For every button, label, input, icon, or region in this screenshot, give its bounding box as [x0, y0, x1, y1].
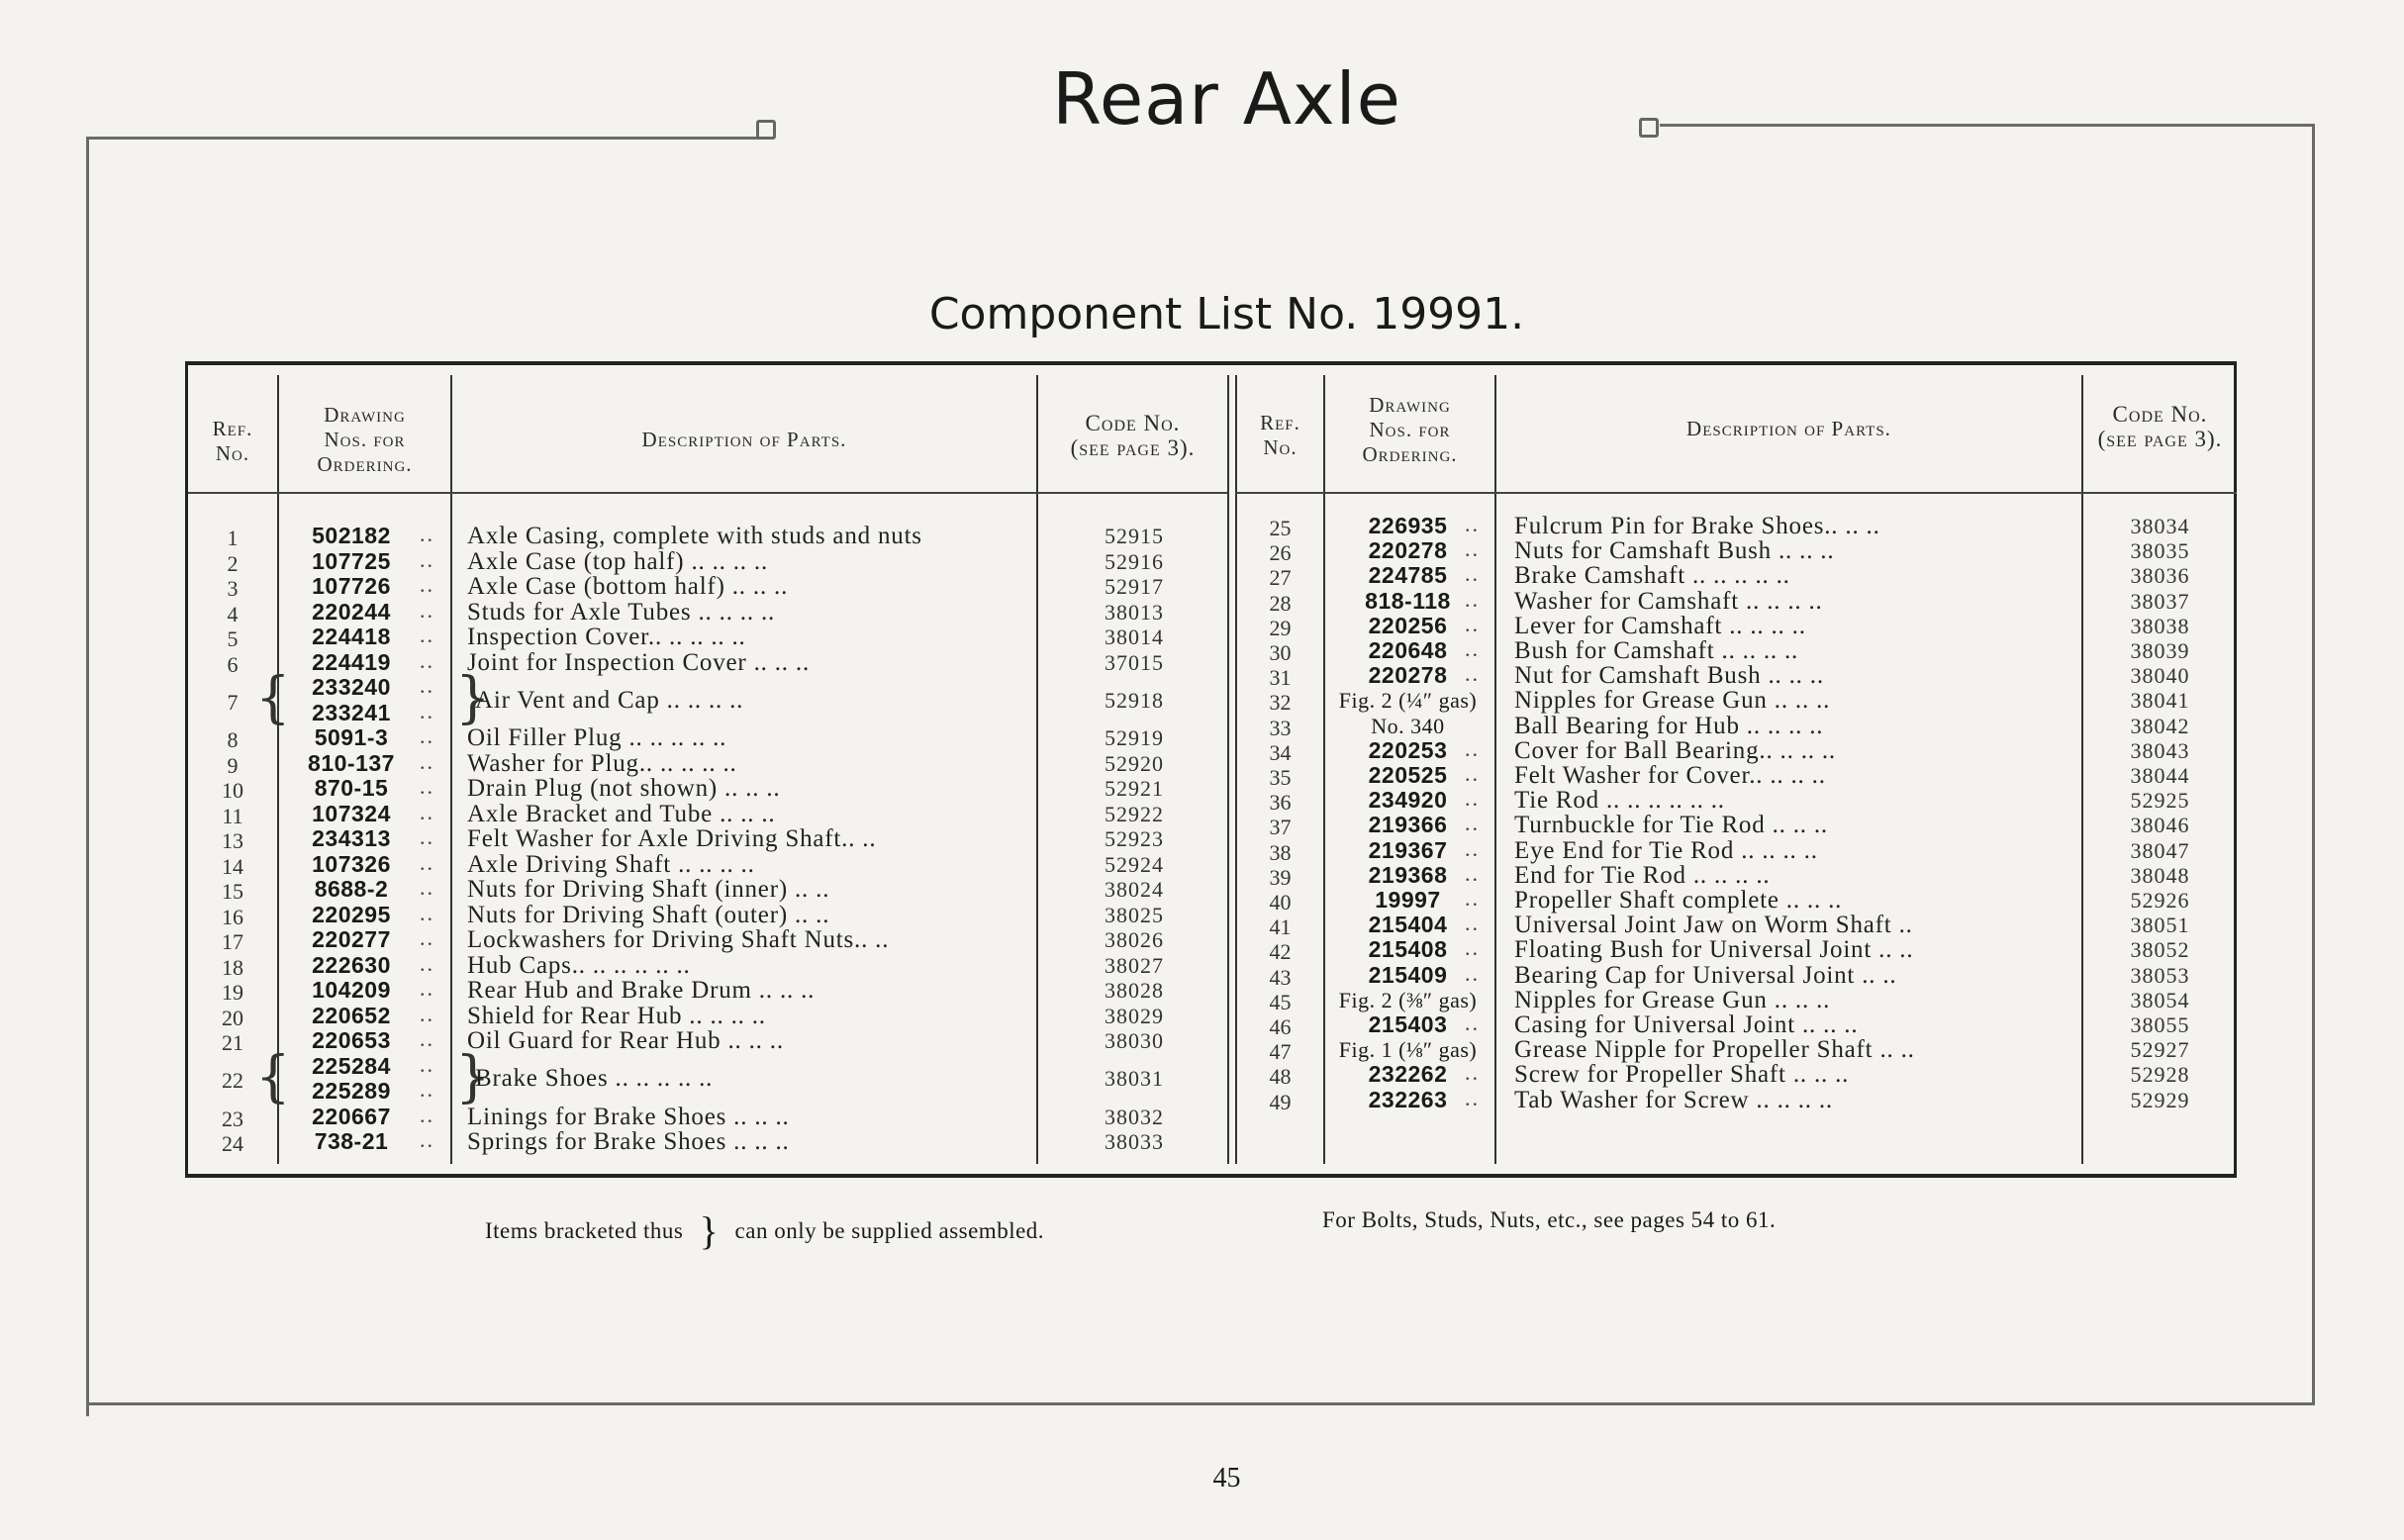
ref-number: 40 [1269, 890, 1292, 914]
drawing-number: 107324 [312, 800, 391, 826]
footnote-bracket-text-2: can only be supplied assembled. [734, 1218, 1045, 1243]
leader-dots: .. [1465, 1085, 1480, 1110]
leader-dots: .. [420, 1102, 434, 1127]
ref-number: 48 [1269, 1064, 1292, 1090]
ref-number: 1 [227, 526, 239, 550]
part-description: Cover for Ball Bearing.. .. .. .. [1514, 736, 1836, 764]
ref-number: 30 [1269, 640, 1292, 665]
drawing-number: 107725 [312, 547, 391, 574]
table-row [188, 1012, 2234, 1037]
part-description: Shield for Rear Hub .. .. .. .. [467, 1002, 766, 1029]
code-number: 38052 [2130, 937, 2190, 963]
leader-dots: .. [1465, 911, 1480, 936]
ref-number: 10 [222, 778, 243, 803]
part-description: Axle Bracket and Tube .. .. .. [467, 800, 776, 827]
drawing-number: 220256 [1368, 612, 1448, 638]
table-row [188, 1085, 2234, 1114]
header-code-line1: Code No. [1085, 411, 1181, 435]
drawing-number: 5091-3 [314, 724, 389, 750]
drawing-number: 870-15 [314, 775, 389, 801]
drawing-number: 220253 [1368, 736, 1448, 763]
ref-number: 37 [1269, 815, 1292, 840]
ref-number: 24 [222, 1131, 243, 1156]
header-ref-line1: Ref. [1260, 411, 1300, 434]
part-description: End for Tie Rod .. .. .. .. [1514, 861, 1771, 889]
ref-number: 13 [222, 828, 243, 853]
leader-dots: .. [420, 698, 434, 723]
leader-dots: .. [1465, 611, 1480, 636]
code-number: 52921 [1105, 776, 1164, 801]
part-description: Tab Washer for Screw .. .. .. .. [1514, 1086, 1833, 1113]
drawing-number: 220653 [312, 1027, 391, 1053]
part-description: Axle Case (top half) .. .. .. .. [467, 547, 769, 575]
header-ref-line1: Ref. [212, 417, 253, 440]
leader-dots: .. [1465, 761, 1480, 786]
drawing-number: 107726 [312, 573, 391, 599]
code-number: 38034 [2130, 514, 2190, 538]
part-description: Brake Shoes .. .. .. .. .. [475, 1065, 714, 1093]
code-number: 52929 [2130, 1087, 2190, 1112]
leader-dots: .. [420, 546, 434, 572]
part-description: Bearing Cap for Universal Joint .. .. [1514, 961, 1897, 989]
code-number: 38031 [1105, 1066, 1164, 1092]
code-number: 38029 [1105, 1003, 1164, 1028]
drawing-number: Fig. 2 (¼″ gas) [1338, 688, 1478, 714]
code-number: 52919 [1105, 725, 1164, 750]
leader-dots: .. [420, 925, 434, 950]
table-row [188, 1129, 2234, 1155]
leader-dots: .. [420, 1026, 434, 1051]
drawing-number: 220648 [1368, 637, 1448, 663]
frame-bottom [86, 1402, 2315, 1405]
leader-dots: .. [1465, 661, 1480, 687]
code-number: 38041 [2130, 688, 2190, 714]
brace-symbol: } [455, 1044, 491, 1109]
ref-number: 7 [227, 689, 239, 715]
part-description: Linings for Brake Shoes .. .. .. [467, 1103, 790, 1130]
leader-dots: .. [1465, 835, 1480, 861]
header-drawing-line2: Nos. for [1369, 418, 1451, 441]
leader-dots: .. [1465, 860, 1480, 886]
code-number: 38051 [2130, 913, 2190, 938]
drawing-number: 233241 [312, 699, 391, 725]
header-code-line1: Code No. [2112, 402, 2208, 427]
drawing-number: 738-21 [314, 1128, 389, 1154]
ref-number: 19 [222, 980, 243, 1005]
code-number: 38030 [1105, 1028, 1164, 1053]
drawing-number: 220278 [1368, 662, 1448, 689]
ref-number: 39 [1269, 864, 1292, 890]
leader-dots: .. [420, 522, 434, 546]
leader-dots: .. [1465, 886, 1480, 911]
header-drawing-line3: Ordering. [1362, 442, 1458, 466]
part-description: Washer for Camshaft .. .. .. .. [1514, 587, 1823, 615]
part-description: Nuts for Camshaft Bush .. .. .. [1514, 537, 1835, 565]
leader-dots: .. [420, 1051, 434, 1077]
ref-number: 23 [222, 1106, 243, 1131]
code-number: 38036 [2130, 563, 2190, 589]
part-description: Axle Case (bottom half) .. .. .. [467, 573, 789, 600]
header-drawing-line1: Drawing [1369, 393, 1451, 417]
leader-dots: .. [420, 950, 434, 976]
drawing-number: 220244 [312, 598, 391, 625]
drawing-number: 215409 [1368, 961, 1448, 988]
ref-number: 8 [227, 727, 239, 752]
leader-dots: .. [1465, 561, 1480, 587]
code-number: 52928 [2130, 1062, 2190, 1088]
code-number: 38046 [2130, 813, 2190, 838]
leader-dots: .. [420, 1077, 434, 1102]
part-description: Nipples for Grease Gun .. .. .. [1514, 687, 1831, 715]
drawing-number: 220667 [312, 1103, 391, 1129]
part-description: Nuts for Driving Shaft (outer) .. .. [467, 901, 830, 928]
ref-number: 18 [222, 954, 243, 980]
component-list-title: Component List No. 19991. [928, 289, 1525, 339]
leader-dots: .. [420, 1127, 434, 1152]
ref-number: 6 [227, 651, 239, 677]
code-number: 38054 [2130, 987, 2190, 1012]
drawing-number: 215408 [1368, 936, 1448, 963]
part-description: Lever for Camshaft .. .. .. .. [1514, 612, 1806, 639]
ref-number: 17 [222, 929, 243, 954]
header-rule [188, 492, 1227, 494]
ref-number: 49 [1269, 1089, 1292, 1114]
drawing-number: 215403 [1368, 1011, 1448, 1037]
drawing-number: 219368 [1368, 861, 1448, 888]
leader-dots: .. [420, 900, 434, 925]
part-description: Felt Washer for Cover.. .. .. .. [1514, 762, 1826, 789]
header-code [1038, 411, 1227, 460]
drawing-number: 232262 [1368, 1061, 1448, 1088]
code-number: 38042 [2130, 713, 2190, 738]
part-description: Air Vent and Cap .. .. .. .. [475, 686, 744, 714]
part-description: Oil Filler Plug .. .. .. .. .. [467, 724, 727, 751]
ref-number: 15 [222, 879, 243, 904]
table-row [188, 763, 2234, 788]
part-description: Axle Casing, complete with studs and nuts [467, 523, 922, 549]
drawing-number: 220652 [312, 1002, 391, 1028]
code-number: 38027 [1105, 952, 1164, 978]
code-number: 52926 [2130, 888, 2190, 913]
leader-dots: .. [1465, 536, 1480, 562]
page-title: Rear Axle [1052, 57, 1401, 141]
code-number: 38013 [1105, 599, 1164, 625]
code-number: 38044 [2130, 763, 2190, 788]
part-description: Universal Joint Jaw on Worm Shaft .. [1514, 912, 1913, 939]
leader-dots: .. [420, 748, 434, 774]
ref-number: 22 [222, 1068, 243, 1094]
part-description: Inspection Cover.. .. .. .. .. [467, 624, 746, 650]
part-description: Rear Hub and Brake Drum .. .. .. [467, 977, 816, 1004]
code-number: 38040 [2130, 663, 2190, 689]
drawing-number: 219366 [1368, 812, 1448, 838]
code-number: 38033 [1105, 1129, 1164, 1154]
part-description: Nuts for Driving Shaft (inner) .. .. [467, 876, 830, 903]
leader-dots: .. [1465, 735, 1480, 761]
header-code [2083, 402, 2237, 451]
ref-number: 47 [1269, 1039, 1292, 1065]
table-row [188, 1060, 2234, 1090]
leader-dots: .. [420, 824, 434, 849]
footnote-bracket [485, 1207, 1044, 1254]
part-description: Screw for Propeller Shaft .. .. .. [1514, 1061, 1850, 1089]
leader-dots: .. [420, 976, 434, 1001]
drawing-number: 222630 [312, 951, 391, 978]
ref-number: 27 [1269, 565, 1292, 591]
header-drawing [1325, 393, 1494, 467]
code-number: 38048 [2130, 862, 2190, 888]
code-number: 38037 [2130, 588, 2190, 614]
header-drawing-line1: Drawing [324, 403, 406, 427]
ref-number: 20 [222, 1005, 243, 1030]
part-description: Hub Caps.. .. .. .. .. .. [467, 951, 691, 979]
drawing-number: No. 340 [1371, 713, 1445, 738]
part-description: Nut for Camshaft Bush .. .. .. [1514, 662, 1824, 690]
code-number: 38039 [2130, 638, 2190, 663]
code-number: 52920 [1105, 750, 1164, 776]
leader-dots: .. [420, 774, 434, 799]
header-code-line2: (see page 3). [2097, 427, 2223, 451]
leader-dots: .. [420, 572, 434, 597]
part-description: Nipples for Grease Gun .. .. .. [1514, 986, 1831, 1013]
leader-dots: .. [1465, 1011, 1480, 1035]
ref-number: 32 [1269, 690, 1292, 716]
leader-dots: .. [420, 623, 434, 647]
part-description: Tie Rod .. .. .. .. .. .. [1514, 787, 1725, 815]
table-row [188, 514, 2234, 538]
drawing-number: 225284 [312, 1052, 391, 1079]
header-description: Description of Parts. [641, 428, 847, 451]
code-number: 52916 [1105, 548, 1164, 574]
leader-dots: .. [420, 647, 434, 673]
leader-dots: .. [1465, 512, 1480, 536]
ref-number: 29 [1269, 615, 1292, 640]
drawing-number: 226935 [1368, 513, 1448, 538]
ref-number: 31 [1269, 665, 1292, 691]
leader-dots: .. [1465, 960, 1480, 986]
part-description: Washer for Plug.. .. .. .. .. [467, 749, 737, 777]
leader-dots: .. [1465, 811, 1480, 836]
drawing-number: 225289 [312, 1078, 391, 1104]
drawing-number: 233240 [312, 674, 391, 700]
brace-symbol: { [255, 666, 291, 730]
ref-number: 35 [1269, 765, 1292, 790]
table-row [188, 988, 2234, 1012]
code-number: 38035 [2130, 538, 2190, 564]
drawing-number: 224418 [312, 624, 391, 649]
part-description: Eye End for Tie Rod .. .. .. .. [1514, 836, 1818, 864]
leader-dots: .. [420, 799, 434, 824]
footnote-bolts: For Bolts, Studs, Nuts, etc., see pages 54 to 61. [1322, 1207, 1777, 1232]
leader-dots: .. [420, 1001, 434, 1026]
code-number: 52923 [1105, 826, 1164, 851]
header-drawing-line2: Nos. for [324, 428, 406, 451]
code-number: 38026 [1105, 927, 1164, 952]
table-row [188, 638, 2234, 663]
leader-dots: .. [420, 875, 434, 900]
code-number: 38055 [2130, 1012, 2190, 1037]
drawing-number: 220295 [312, 901, 391, 927]
drawing-number: 810-137 [308, 749, 395, 776]
code-number: 38014 [1105, 625, 1164, 649]
ref-number: 9 [227, 752, 239, 778]
drawing-number: 220277 [312, 926, 391, 952]
code-number: 37015 [1105, 649, 1164, 675]
code-number: 38024 [1105, 877, 1164, 902]
part-description: Oil Guard for Rear Hub .. .. .. [467, 1027, 784, 1054]
part-description: Drain Plug (not shown) .. .. .. [467, 775, 781, 802]
code-number: 52918 [1105, 687, 1164, 713]
component-table [185, 361, 2237, 1178]
leader-dots: .. [1465, 586, 1480, 612]
code-number: 52925 [2130, 788, 2190, 814]
drawing-number: 502182 [312, 523, 391, 548]
drawing-number: Fig. 2 (⅜″ gas) [1338, 987, 1478, 1012]
brace-symbol: } [699, 1208, 720, 1253]
part-description: Springs for Brake Shoes .. .. .. [467, 1128, 790, 1155]
part-description: Turnbuckle for Tie Rod .. .. .. [1514, 812, 1828, 839]
ref-number: 14 [222, 853, 243, 879]
part-description: Brake Camshaft .. .. .. .. .. [1514, 562, 1790, 590]
header-drawing-line3: Ordering. [317, 452, 413, 476]
code-number: 52924 [1105, 851, 1164, 877]
ref-number: 42 [1269, 939, 1292, 965]
header-rule [1235, 492, 2237, 494]
header-ref [1237, 411, 1323, 460]
code-number: 52927 [2130, 1037, 2190, 1063]
ref-number: 33 [1269, 715, 1292, 740]
code-number: 38032 [1105, 1104, 1164, 1129]
code-number: 38047 [2130, 837, 2190, 863]
drawing-number: 234920 [1368, 787, 1448, 814]
header-ref-line2: No. [215, 441, 250, 465]
brace-symbol: } [455, 666, 491, 730]
drawing-number: 104209 [312, 977, 391, 1003]
header-ref [188, 417, 277, 466]
header-drawing [279, 403, 450, 477]
drawing-number: 19997 [1375, 887, 1441, 913]
ref-number: 2 [227, 550, 239, 576]
part-description: Bush for Camshaft .. .. .. .. [1514, 637, 1799, 664]
ref-number: 3 [227, 576, 239, 601]
code-number: 38053 [2130, 962, 2190, 988]
leader-dots: .. [1465, 786, 1480, 812]
part-description: Felt Washer for Axle Driving Shaft.. .. [467, 825, 877, 852]
drawing-number: 818-118 [1365, 587, 1451, 614]
drawing-number: 107326 [312, 850, 391, 877]
part-description: Floating Bush for Universal Joint .. .. [1514, 936, 1914, 964]
part-description: Grease Nipple for Propeller Shaft .. .. [1514, 1036, 1915, 1064]
part-description: Ball Bearing for Hub .. .. .. .. [1514, 712, 1824, 739]
code-number: 52917 [1105, 574, 1164, 599]
drawing-number: 224419 [312, 648, 391, 675]
drawing-number: 234313 [312, 825, 391, 851]
drawing-number: 232263 [1368, 1086, 1448, 1112]
drawing-number: 220278 [1368, 537, 1448, 564]
leader-dots: .. [420, 723, 434, 748]
footnote-bracket-text: Items bracketed thus [485, 1218, 684, 1243]
drawing-number: 220525 [1368, 762, 1448, 788]
leader-dots: .. [1465, 636, 1480, 661]
leader-dots: .. [420, 673, 434, 698]
ref-number: 46 [1269, 1014, 1292, 1039]
drawing-number: Fig. 1 (⅛″ gas) [1338, 1037, 1478, 1063]
ref-number: 4 [227, 601, 239, 626]
part-description: Propeller Shaft complete .. .. .. [1514, 887, 1843, 914]
ref-number: 5 [227, 626, 239, 651]
ref-number: 36 [1269, 790, 1292, 816]
leader-dots: .. [1465, 1060, 1480, 1086]
ref-number: 38 [1269, 839, 1292, 865]
leader-dots: .. [1465, 935, 1480, 961]
part-description: Studs for Axle Tubes .. .. .. .. [467, 598, 776, 626]
table-row [188, 1036, 2234, 1065]
code-number: 38038 [2130, 613, 2190, 638]
ref-number: 45 [1269, 989, 1292, 1014]
ref-number: 11 [222, 803, 243, 828]
header-code-line2: (see page 3). [1070, 435, 1196, 460]
ref-number: 28 [1269, 590, 1292, 616]
leader-dots: .. [420, 597, 434, 623]
ref-number: 34 [1269, 739, 1292, 765]
code-number: 52922 [1105, 801, 1164, 826]
code-number: 38025 [1105, 902, 1164, 927]
brace-symbol: { [255, 1044, 291, 1109]
leader-dots: .. [420, 849, 434, 875]
part-description: Joint for Inspection Cover .. .. .. [467, 648, 811, 676]
code-number: 52915 [1105, 524, 1164, 548]
part-description: Casing for Universal Joint .. .. .. [1514, 1011, 1859, 1038]
ref-number: 26 [1269, 540, 1292, 566]
part-description: Axle Driving Shaft .. .. .. .. [467, 850, 755, 878]
table-row [188, 714, 2234, 738]
drawing-number: 8688-2 [314, 876, 389, 902]
table-row [188, 888, 2234, 913]
ref-number: 21 [222, 1030, 243, 1055]
part-description: Lockwashers for Driving Shaft Nuts.. .. [467, 926, 890, 953]
ref-number: 43 [1269, 964, 1292, 990]
code-number: 38028 [1105, 978, 1164, 1003]
header-ref-line2: No. [1263, 435, 1298, 459]
part-description: Fulcrum Pin for Brake Shoes.. .. .. [1514, 513, 1880, 539]
page-number: 45 [1212, 1463, 1241, 1493]
drawing-number: 215404 [1368, 912, 1448, 938]
ref-number: 25 [1269, 516, 1292, 540]
drawing-number: 224785 [1368, 562, 1448, 589]
ref-number: 41 [1269, 914, 1292, 940]
code-number: 38043 [2130, 737, 2190, 763]
ref-number: 16 [222, 904, 243, 929]
drawing-number: 219367 [1368, 836, 1448, 863]
header-description: Description of Parts. [1686, 417, 1891, 440]
